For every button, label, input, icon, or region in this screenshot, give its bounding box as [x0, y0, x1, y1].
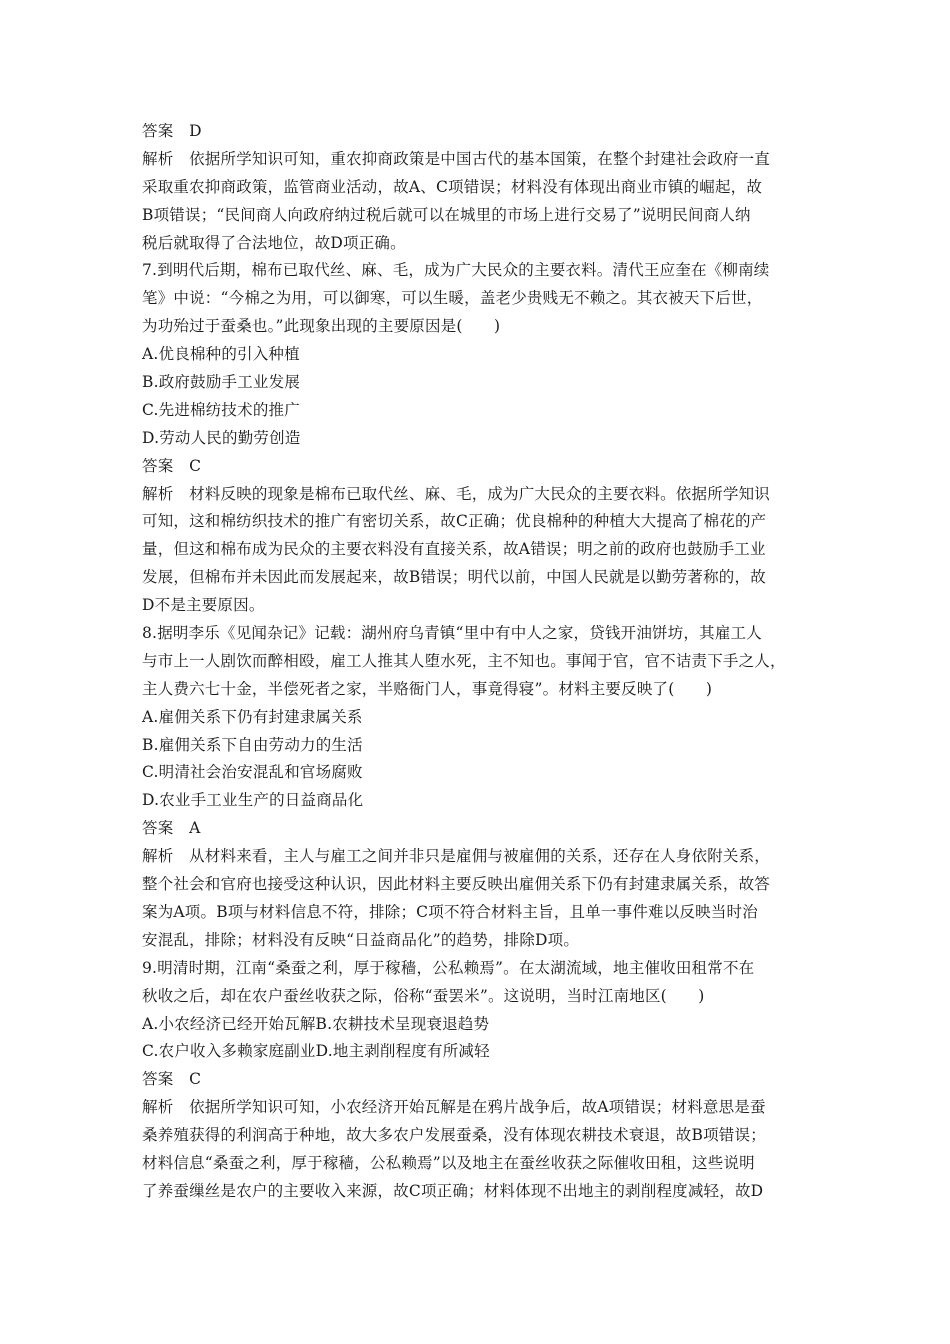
text-line: 答案 C	[142, 456, 202, 475]
text-line: B.政府鼓励手工业发展	[142, 373, 301, 392]
text-line: B.雇佣关系下自由劳动力的生活	[142, 735, 363, 754]
text-line: 整个社会和官府也接受这种认识，因此材料主要反映出雇佣关系下仍有封建隶属关系，故答	[142, 875, 771, 894]
text-line: 答案 C	[142, 1070, 202, 1089]
text-line: A.优良棉种的引入种植	[142, 345, 300, 364]
text-line: D.农业手工业生产的日益商品化	[142, 791, 364, 810]
text-line: 答案 A	[142, 819, 201, 838]
text-line: 量，但这和棉布成为民众的主要衣料没有直接关系，故A错误；明之前的政府也鼓励手工业	[142, 540, 766, 559]
text-line: 7.到明代后期，棉布已取代丝、麻、毛，成为广大民众的主要衣料。清代王应奎在《柳南续	[142, 261, 770, 280]
text-line: 解析 依据所学知识可知，重农抑商政策是中国古代的基本国策，在整个封建社会政府一直	[142, 149, 771, 168]
text-line: 秋收之后，却在农户蚕丝收获之际，俗称“蚕罢米”。这说明，当时江南地区( )	[142, 986, 705, 1005]
text-line: D不是主要原因。	[142, 596, 265, 615]
text-line: C.先进棉纺技术的推广	[142, 400, 300, 419]
text-line: 解析 依据所学知识可知，小农经济开始瓦解是在鸦片战争后，故A项错误；材料意思是蚕	[142, 1098, 766, 1117]
text-line: A.雇佣关系下仍有封建隶属关系	[142, 707, 363, 726]
text-line: 发展，但棉布并未因此而发展起来，故B错误；明代以前，中国人民就是以勤劳著称的，故	[142, 568, 766, 587]
text-line: 解析 材料反映的现象是棉布已取代丝、麻、毛，成为广大民众的主要衣料。依据所学知识	[142, 484, 771, 503]
text-line: 材料信息“桑蚕之利，厚于稼穑，公私赖焉”以及地主在蚕丝收获之际催收田租，这些说明	[142, 1153, 755, 1172]
text-line: C.明清社会治安混乱和官场腐败	[142, 763, 363, 782]
text-line: 解析 从材料来看，主人与雇工之间并非只是雇佣与被雇佣的关系，还存在人身依附关系，	[142, 847, 771, 866]
text-line: 答案 D	[142, 122, 202, 140]
text-line: 为功殆过于蚕桑也。”此现象出现的主要原因是( )	[142, 317, 501, 336]
text-line: 8.据明李乐《见闻杂记》记载：湖州府乌青镇“里中有中人之家，贷钱开油饼坊，其雇工人	[142, 624, 762, 643]
text-line: 笔》中说：“今棉之为用，可以御寒，可以生暖，盖老少贵贱无不赖之。其衣被天下后世，	[142, 289, 763, 308]
text-line: 税后就取得了合法地位，故D项正确。	[142, 233, 406, 252]
text-line: B项错误；“民间商人向政府纳过税后就可以在城里的市场上进行交易了”说明民间商人纳	[142, 205, 751, 224]
text-line: 采取重农抑商政策，监管商业活动，故A、C项错误；材料没有体现出商业市镇的崛起，故	[142, 177, 763, 196]
text-line: 案为A项。B项与材料信息不符，排除；C项不符合材料主旨，且单一事件难以反映当时治	[142, 902, 758, 921]
text-line: 可知，这和棉纺织技术的推广有密切关系，故C正确；优良棉种的种植大大提高了棉花的产	[142, 512, 767, 531]
text-line: 桑养殖获得的利润高于种地，故大多农户发展蚕桑，没有体现农耕技术衰退，故B项错误；	[142, 1126, 766, 1145]
text-line: D.劳动人民的勤劳创造	[142, 428, 301, 447]
text-line: 与市上一人剧饮而醉相殴，雇工人推其人堕水死，主不知也。事闻于官，官不诘责下手之人，	[142, 651, 786, 670]
text-line: 主人费六七十金，半偿死者之家，半赂衙门人，事竟得寝”。材料主要反映了( )	[142, 679, 713, 698]
text-line: 安混乱，排除；材料没有反映“日益商品化”的趋势，排除D项。	[142, 930, 580, 949]
text-line: 9.明清时期，江南“桑蚕之利，厚于稼穑，公私赖焉”。在太湖流域，地主催收田租常不在	[142, 958, 755, 977]
text-line: 了养蚕缫丝是农户的主要收入来源，故C项正确；材料体现不出地主的剥削程度减轻，故D	[142, 1181, 764, 1200]
document-page	[142, 118, 822, 1206]
text-line: C.农户收入多赖家庭副业D.地主剥削程度有所减轻	[142, 1042, 490, 1061]
text-line: A.小农经济已经开始瓦解B.农耕技术呈现衰退趋势	[142, 1014, 490, 1033]
